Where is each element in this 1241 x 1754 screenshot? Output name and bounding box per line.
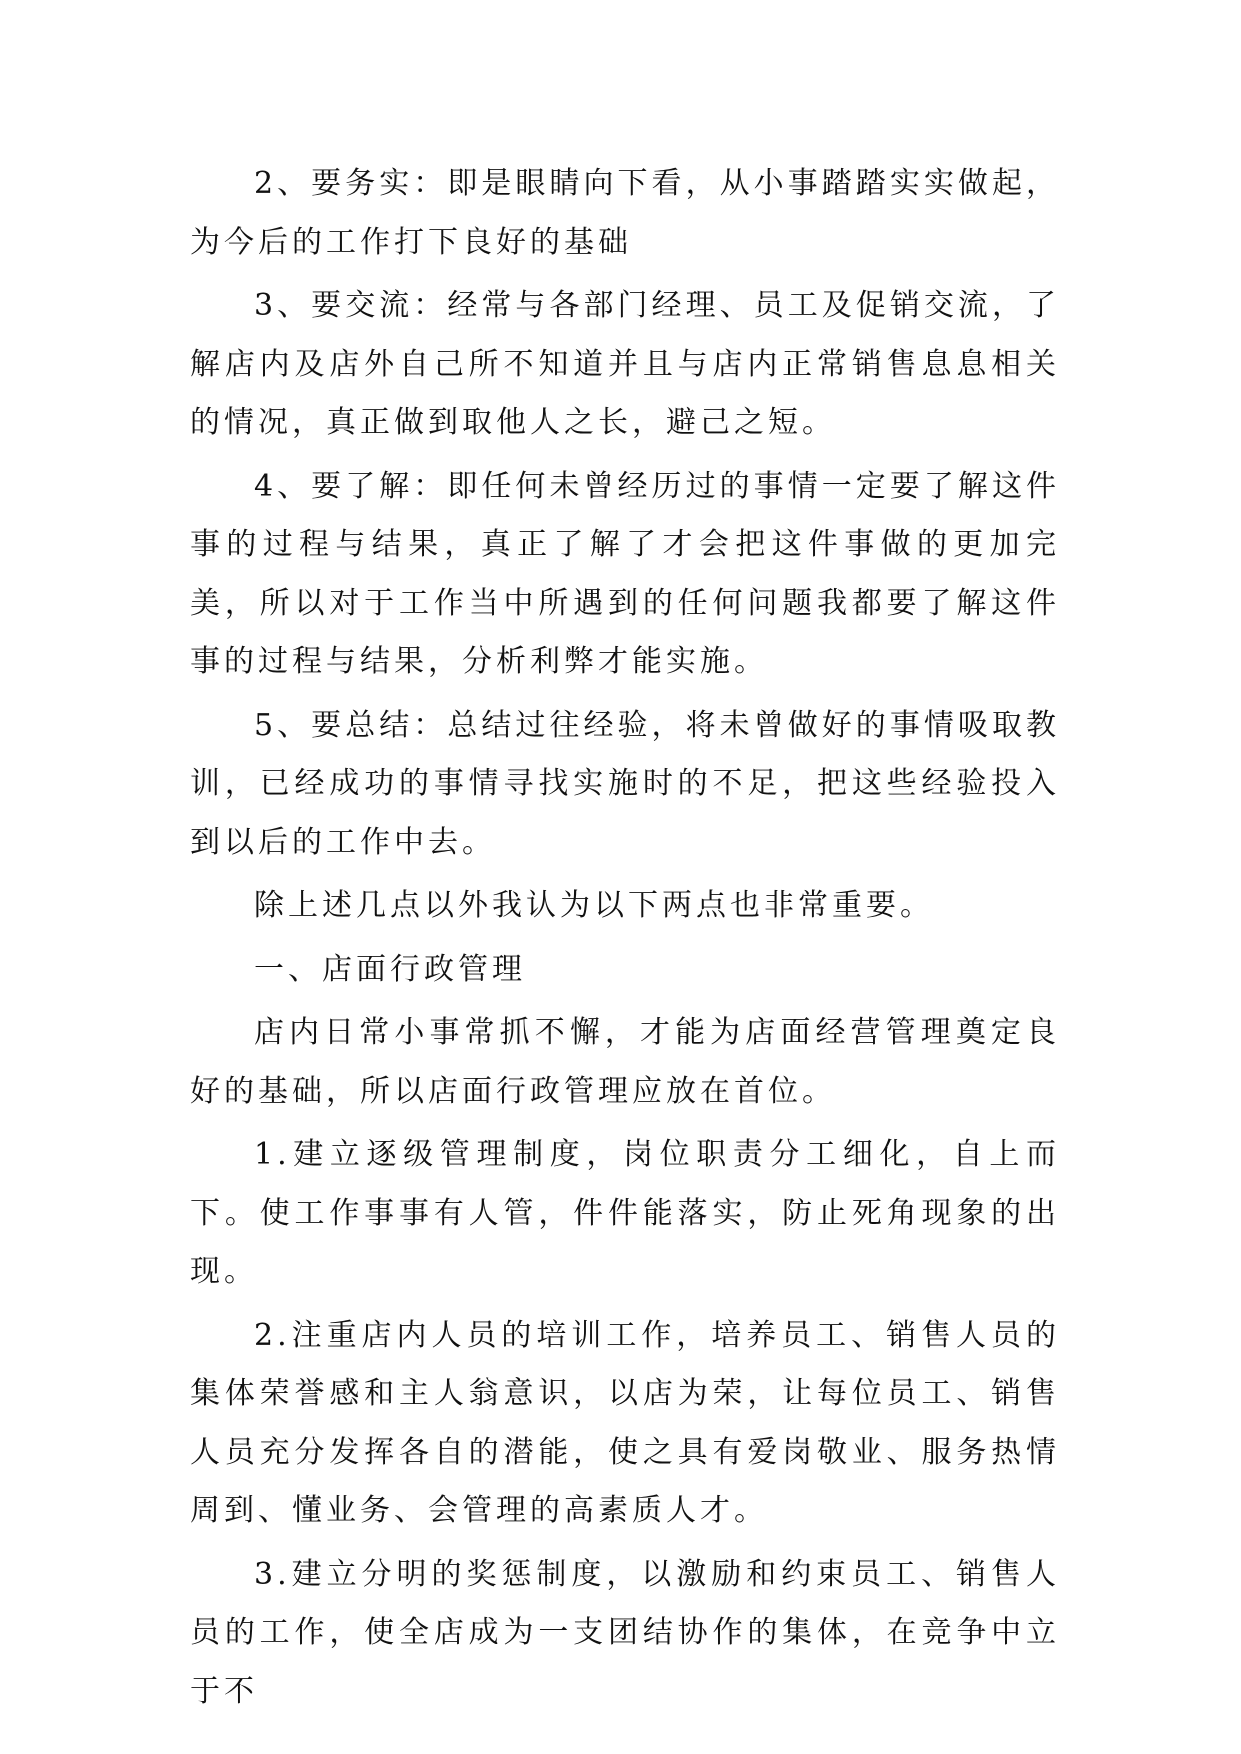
section-heading-store-administration: 一、店面行政管理 [254, 951, 526, 987]
paragraph-item-1-management-system: 1.建立逐级管理制度，岗位职责分工细化，自上而下。使工作事事有人管，件件能落实，防止死角现象的出现。 [190, 1137, 1060, 1289]
paragraph-transition: 除上述几点以外我认为以下两点也非常重要。 [254, 888, 934, 923]
paragraph-item-2-training: 2.注重店内人员的培训工作，培养员工、销售人员的集体荣誉感和主人翁意识，以店为荣，让每位员工、销售人员充分发挥各自的潜能，使之具有爱岗敬业、服务热情周到、懂业务、会管理的高素质人才。 [190, 1317, 1060, 1528]
paragraph-point-4-understand: 4、要了解：即任何未曾经历过的事情一定要了解这件事的过程与结果，真正了解了才会把这件事做的更加完美，所以对于工作当中所遇到的任何问题我都要了解这件事的过程与结果，分析利弊才能实施。 [190, 468, 1060, 679]
paragraph-point-2-practical: 2、要务实：即是眼睛向下看，从小事踏踏实实做起，为今后的工作打下良好的基础 [190, 166, 1060, 260]
paragraph-section-intro: 店内日常小事常抓不懈，才能为店面经营管理奠定良好的基础，所以店面行政管理应放在首位。 [190, 1015, 1060, 1109]
document-body [190, 155, 1060, 1726]
paragraph-item-3-rewards: 3.建立分明的奖惩制度，以激励和约束员工、销售人员的工作，使全店成为一支团结协作的集体，在竞争中立于不 [190, 1556, 1060, 1709]
paragraph-point-5-summarize: 5、要总结：总结过往经验，将未曾做好的事情吸取教训，已经成功的事情寻找实施时的不足，把这些经验投入到以后的工作中去。 [190, 707, 1060, 860]
paragraph-point-3-communicate: 3、要交流：经常与各部门经理、员工及促销交流，了解店内及店外自己所不知道并且与店内正常销售息息相关的情况，真正做到取他人之长，避己之短。 [190, 288, 1060, 440]
